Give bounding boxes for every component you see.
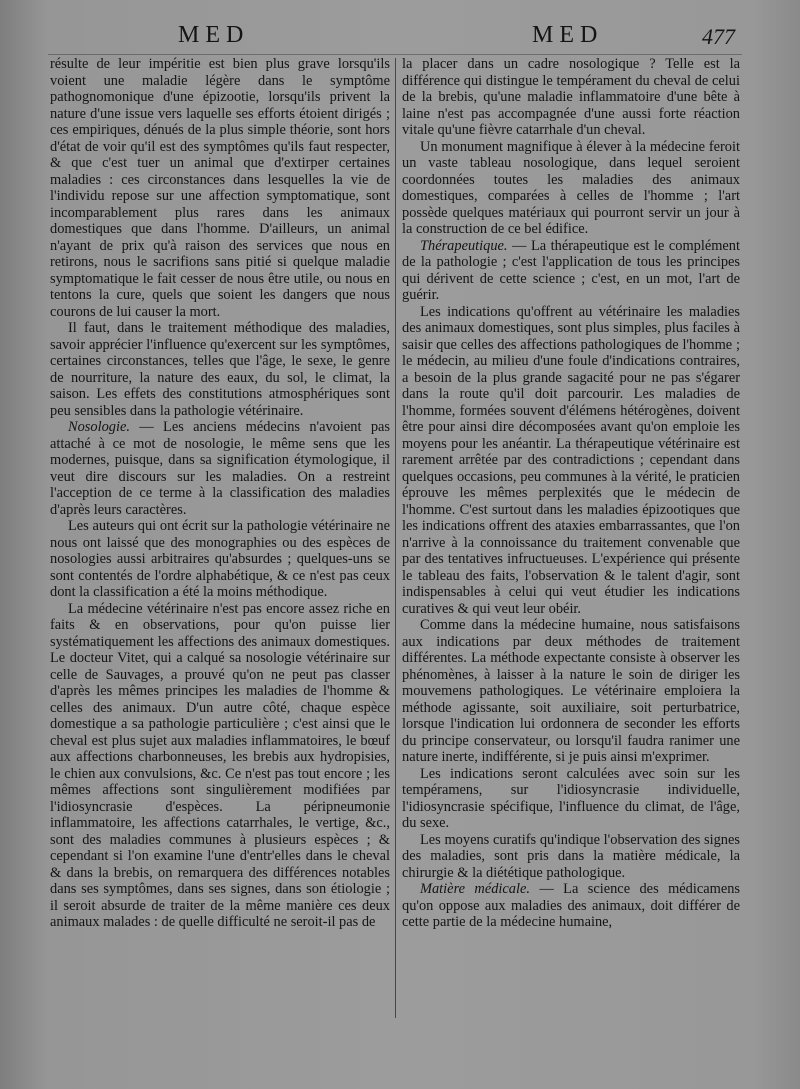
- paragraph: Les indications seront calculées avec soin sur les tempéramens, sur l'idiosyncrasie individuelle, l'idiosyncrasie spécifique, l'influence du climat, de l'âge, du sexe.: [402, 765, 740, 831]
- left-column: [50, 56, 390, 931]
- header-rule: [48, 54, 742, 55]
- running-header: [0, 20, 800, 56]
- section-label: Thérapeutique.: [420, 237, 508, 254]
- paragraph: Comme dans la médecine humaine, nous satisfaisons aux indications par deux méthodes de traitement différentes. La méthode expectante consiste à observer les phénomènes, à laisser à la nature le soin de diriger les mouvemens pathologiques. Le vétérinaire emploiera la méthode agissante, soit auxiliaire, soit perturbatrice, lorsque l'indication lui ordonnera de seconder les efforts du principe conservateur, ou lorsqu'il faudra ranimer une nature inerte, indifférente, si je puis ainsi m'exprimer.: [402, 617, 740, 765]
- column-divider: [395, 58, 396, 1018]
- paragraph-text: — La thérapeutique est le complément de la pathologie ; c'est l'application de tous les principes qui dérivent de cette science ; c'est, en un mot, l'art de guérir.: [402, 237, 740, 303]
- paragraph: [402, 238, 740, 304]
- paragraph-text: — Les anciens médecins n'avoient pas attaché à ce mot de nosologie, le même sens que les modernes, puisque, dans sa signification étymologique, il veut dire discours sur les maladies. On a restreint l'acception de ce terme à la classification des maladies d'après leurs caractères.: [50, 419, 390, 518]
- section-label: Nosologie.: [68, 419, 130, 435]
- header-title-right: MED: [532, 22, 604, 48]
- paragraph: Les auteurs qui ont écrit sur la pathologie vétérinaire ne nous ont laissé que des monographies ou des espèces de nosologies aussi arbitraires qu'absurdes ; quelques-uns se sont contentés de l'ordre alphabétique, & ce n'est pas ceux dont la classification a été la moins méthodique.: [50, 518, 390, 600]
- paragraph: [402, 881, 740, 931]
- paragraph-text: — La science des médicamens qu'on oppose aux maladies des animaux, doit différer de cette partie de la médecine humaine,: [402, 881, 740, 930]
- paragraph: Il faut, dans le traitement méthodique des maladies, savoir apprécier l'influence qu'exercent sur les symptômes, certaines circonstances, telles que l'âge, le sexe, le genre de nourriture, la nature des eaux, du sol, le climat, la saison. Les effets des constitutions atmosphériques sont peu sensibles dans la pathologie vétérinaire.: [50, 320, 390, 419]
- page-number: 477: [702, 24, 735, 49]
- paragraph: résulte de leur impéritie est bien plus grave lorsqu'ils voient une maladie légère dans le symptôme pathognomonique d'une épizootie, lorsqu'ils privent la nature d'une issue vers laquelle ses efforts étoient dirigés ; ces empiriques, dénués de la plus simple théorie, sont hors d'état de voir qu'il est des symptômes qu'ils faut respecter, & que c'est tuer un animal que d'extirper certaines maladies : ces circonstances dans lesquelles la vie de l'individu repose sur une affection symptomatique, sont incomparablement plus rares dans les animaux domestiques que dans l'homme. D'ailleurs, un animal n'ayant de prix qu'à raison des services que nous en retirons, nous le sacrifions sans pitié si quelque maladie symptomatique le fait cesser de nous être utile, ou nous en tentons la cure, quels que soient les dangers que nous courons de lui causer la mort.: [50, 56, 390, 320]
- paragraph: [50, 419, 390, 518]
- paragraph: Les indications qu'offrent au vétérinaire les maladies des animaux domestiques, sont plus simples, plus faciles à saisir que celles des affections pathologiques de l'homme ; le médecin, au milieu d'une foule d'indications contraires, a besoin de la plus grande sagacité pour ne pas s'égarer dans la route qu'il doit parcourir. Les maladies de l'homme, formées souvent d'élémens hétérogènes, doivent être pour ainsi dire décomposées avant qu'on emploie les moyens pour les anéantir. La thérapeutique vétérinaire est rarement arrêtée par des contradictions ; cependant dans quelques occasions, peu communes à la vérité, le praticien éprouve les mêmes perplexités que le médecin de l'homme. C'est surtout dans les maladies épizootiques que les indications offrent des ataxies embarrassantes, que l'on n'arrive à la connoissance du traitement convenable que par des tentatives infructueuses. L'expérience qui présente le tableau des faits, l'observation & le talent d'agir, sont indispensables à celui qui veut étudier les indications curatives & qui veut leur obéir.: [402, 303, 740, 617]
- paragraph: La médecine vétérinaire n'est pas encore assez riche en faits & en observations, pour qu'on puisse lier systématiquement les affections des animaux domestiques. Le docteur Vitet, qui a calqué sa nosologie vétérinaire sur celle de Sauvages, a prouvé qu'on ne peut pas classer d'après les mêmes principes les maladies de l'homme & celles des animaux. D'un autre côté, chaque espèce domestique a sa pathologie particulière ; c'est ainsi que le cheval est plus sujet aux maladies inflammatoires, le bœuf aux affections charbonneuses, les brebis aux hydropisies, le chien aux convulsions, &c. Ce n'est pas tout encore ; les mêmes affections sont singulièrement modifiées par l'idiosyncrasie d'espèces. La péripneumonie inflammatoire, les affections catarrhales, le vertige, &c., sont des maladies communes à plusieurs espèces ; & cependant si l'on examine l'une d'entr'elles dans le cheval & dans la brebis, on remarquera des différences notables dans ses symptômes, dans ses signes, dans son étiologie ; il seroit absurde de traiter de la même manière ces deux animaux malades : de quelle difficulté ne seroit-il pas de: [50, 600, 390, 930]
- paragraph: Un monument magnifique à élever à la médecine feroit un vaste tableau nosologique, dans lequel seroient coordonnées toutes les maladies des animaux domestiques, comparées à celles de l'homme ; l'art possède quelques matériaux qui pourront servir un jour à la construction de ce bel édifice.: [402, 138, 740, 237]
- paragraph: la placer dans un cadre nosologique ? Telle est la différence qui distingue le tempérament du cheval de celui de la brebis, qu'une maladie inflammatoire d'une bête à laine n'est pas accompagnée d'une aussi forte réaction vitale qu'une fièvre catarrhale d'un cheval.: [402, 56, 740, 138]
- paragraph: Les moyens curatifs qu'indique l'observation des signes des maladies, sont pris dans la matière médicale, la chirurgie & la diététique pathologique.: [402, 831, 740, 881]
- right-column: [402, 56, 740, 931]
- section-label: Matière médicale.: [420, 881, 530, 897]
- header-title-left: MED: [178, 22, 250, 48]
